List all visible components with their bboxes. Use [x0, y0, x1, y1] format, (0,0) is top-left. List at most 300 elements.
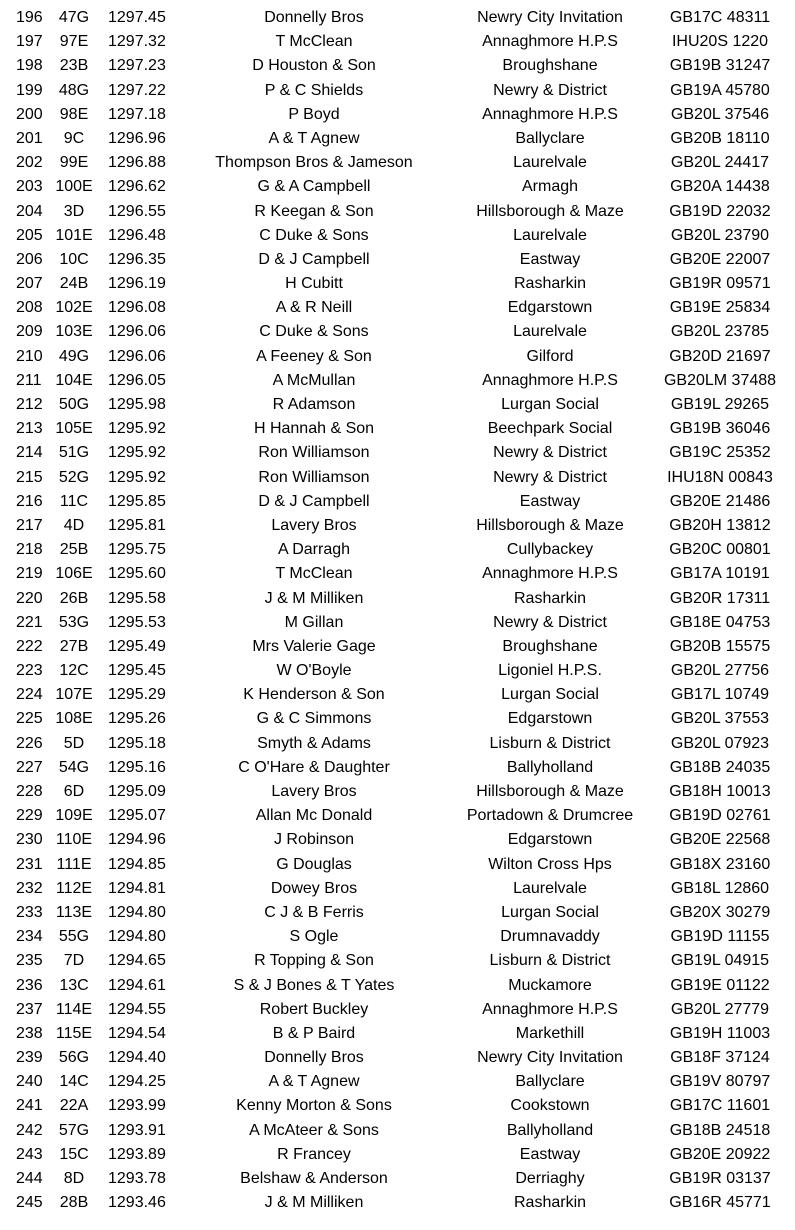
velocity-cell: 1295.75 [108, 541, 166, 559]
club-name-cell: Cullybackey [506, 541, 594, 559]
velocity-cell: 1296.96 [108, 129, 166, 147]
ring-number-cell: GB20A 14438 [670, 178, 770, 196]
section-cell: 99E [59, 154, 89, 172]
club-name-cell: Ballyclare [515, 129, 585, 147]
position-cell: 241 [16, 1097, 43, 1115]
position-cell: 210 [16, 347, 43, 365]
club-name-cell: Annaghmore H.P.S [482, 105, 618, 123]
velocity-cell: 1297.32 [108, 33, 166, 51]
position-cell: 239 [16, 1049, 43, 1067]
velocity-cell: 1295.92 [108, 468, 166, 486]
club-name-cell: Derriaghy [515, 1170, 585, 1187]
position-cell: 220 [16, 589, 43, 607]
table-row [0, 925, 795, 949]
ring-number-cell: GB17L 10749 [670, 686, 770, 704]
section-cell: 11C [59, 492, 89, 510]
club-name-cell: Lurgan Social [501, 396, 599, 413]
section-cell: 52G [58, 468, 90, 486]
fancier-name-cell: H Hannah & Son [253, 420, 375, 438]
position-cell: 200 [16, 105, 43, 123]
table-row [0, 393, 795, 417]
velocity-cell: 1294.55 [108, 1000, 166, 1018]
fancier-name-cell: Dowey Bros [270, 879, 358, 897]
section-cell: 100E [55, 178, 93, 196]
table-row [0, 369, 795, 393]
club-name-cell: Edgarstown [507, 831, 593, 849]
velocity-cell: 1296.88 [108, 154, 166, 172]
section-cell: 57G [58, 1121, 90, 1139]
ring-number-cell: GB20E 22007 [669, 250, 771, 268]
table-row [0, 901, 795, 925]
ring-number-cell: GB19R 09571 [669, 275, 771, 293]
table-row [0, 1119, 795, 1143]
position-cell: 196 [16, 9, 43, 26]
fancier-name-cell: C J & B Ferris [264, 903, 364, 921]
velocity-cell: 1297.22 [108, 81, 166, 99]
velocity-cell: 1294.40 [108, 1049, 166, 1067]
section-cell: 103E [55, 323, 93, 341]
position-cell: 237 [16, 1000, 43, 1018]
position-cell: 233 [16, 903, 43, 921]
fancier-name-cell: J & M Milliken [264, 1194, 364, 1212]
ring-number-cell: GB20L 24417 [670, 154, 770, 172]
velocity-cell: 1295.07 [108, 807, 166, 825]
velocity-cell: 1296.05 [108, 371, 166, 389]
section-cell: 107E [55, 686, 93, 704]
ring-number-cell: GB18F 37124 [670, 1049, 770, 1067]
club-name-cell: Broughshane [502, 57, 598, 75]
ring-number-cell: GB20L 07923 [670, 734, 770, 752]
section-cell: 5D [63, 734, 85, 752]
velocity-cell: 1294.81 [108, 879, 166, 897]
position-cell: 214 [16, 444, 43, 462]
velocity-cell: 1294.25 [108, 1073, 166, 1091]
position-cell: 242 [16, 1121, 43, 1139]
velocity-cell: 1296.55 [108, 202, 166, 220]
section-cell: 106E [55, 565, 93, 583]
section-cell: 3D [63, 202, 85, 220]
position-cell: 225 [16, 710, 43, 728]
position-cell: 234 [16, 928, 43, 946]
position-cell: 217 [16, 516, 43, 534]
club-name-cell: Edgarstown [507, 710, 593, 728]
table-row [0, 732, 795, 756]
club-name-cell: Ligoniel H.P.S. [498, 662, 602, 680]
section-cell: 111E [56, 855, 92, 873]
section-cell: 48G [58, 81, 90, 99]
position-cell: 226 [16, 734, 43, 752]
fancier-name-cell: K Henderson & Son [243, 686, 385, 704]
section-cell: 55G [58, 928, 90, 946]
table-row [0, 224, 795, 248]
position-cell: 206 [16, 250, 43, 268]
fancier-name-cell: D & J Campbell [258, 250, 370, 268]
table-row [0, 1022, 795, 1046]
club-name-cell: Wilton Cross Hps [488, 855, 612, 873]
ring-number-cell: GB19E 01122 [670, 976, 770, 994]
ring-number-cell: GB18L 12860 [670, 879, 770, 897]
table-row [0, 780, 795, 804]
velocity-cell: 1296.06 [108, 323, 166, 341]
ring-number-cell: GB19R 03137 [669, 1170, 771, 1187]
table-row [0, 30, 795, 54]
fancier-name-cell: R Keegan & Son [254, 202, 374, 220]
section-cell: 54G [58, 758, 90, 776]
section-cell: 112E [55, 879, 93, 897]
ring-number-cell: GB20L 27756 [670, 662, 770, 680]
section-cell: 24B [59, 275, 89, 293]
position-cell: 231 [16, 855, 43, 873]
fancier-name-cell: W O'Boyle [276, 662, 352, 680]
ring-number-cell: GB19D 22032 [669, 202, 771, 220]
velocity-cell: 1294.65 [108, 952, 166, 970]
ring-number-cell: GB17C 48311 [669, 9, 771, 26]
club-name-cell: Rasharkin [513, 589, 587, 607]
table-row [0, 1094, 795, 1118]
position-cell: 243 [16, 1145, 43, 1163]
section-cell: 101E [55, 226, 93, 244]
table-row [0, 320, 795, 344]
position-cell: 219 [16, 565, 43, 583]
table-row [0, 707, 795, 731]
table-row [0, 441, 795, 465]
position-cell: 245 [16, 1194, 43, 1212]
club-name-cell: Gilford [526, 347, 574, 365]
club-name-cell: Edgarstown [507, 299, 593, 317]
table-row [0, 635, 795, 659]
section-cell: 97E [59, 33, 89, 51]
ring-number-cell: GB16R 45771 [669, 1194, 771, 1212]
velocity-cell: 1295.92 [108, 444, 166, 462]
club-name-cell: Newry City Invitation [477, 1049, 623, 1067]
section-cell: 98E [59, 105, 89, 123]
table-row [0, 103, 795, 127]
ring-number-cell: IHU20S 1220 [671, 33, 769, 51]
fancier-name-cell: G & A Campbell [257, 178, 371, 196]
fancier-name-cell: J & M Milliken [264, 589, 364, 607]
fancier-name-cell: M Gillan [284, 613, 344, 631]
velocity-cell: 1295.29 [108, 686, 166, 704]
section-cell: 56G [58, 1049, 90, 1067]
position-cell: 209 [16, 323, 43, 341]
section-cell: 4D [63, 516, 85, 534]
position-cell: 227 [16, 758, 43, 776]
velocity-cell: 1295.92 [108, 420, 166, 438]
fancier-name-cell: C O'Hare & Daughter [238, 758, 390, 776]
club-name-cell: Lisburn & District [489, 734, 611, 752]
section-cell: 9C [63, 129, 85, 147]
club-name-cell: Rasharkin [513, 275, 587, 293]
ring-number-cell: GB20B 18110 [670, 129, 770, 147]
ring-number-cell: GB20X 30279 [669, 903, 771, 921]
table-row [0, 514, 795, 538]
velocity-cell: 1294.61 [108, 976, 166, 994]
position-cell: 205 [16, 226, 43, 244]
club-name-cell: Lurgan Social [501, 903, 599, 921]
fancier-name-cell: R Topping & Son [254, 952, 374, 970]
position-cell: 218 [16, 541, 43, 559]
position-cell: 229 [16, 807, 43, 825]
table-row [0, 345, 795, 369]
ring-number-cell: GB20R 17311 [669, 589, 771, 607]
fancier-name-cell: A & T Agnew [268, 1073, 360, 1091]
position-cell: 208 [16, 299, 43, 317]
table-row [0, 79, 795, 103]
club-name-cell: Laurelvale [513, 226, 587, 244]
ring-number-cell: GB20B 15575 [669, 637, 771, 655]
table-row [0, 6, 795, 30]
club-name-cell: Newry & District [493, 613, 607, 631]
club-name-cell: Armagh [521, 178, 579, 196]
velocity-cell: 1296.08 [108, 299, 166, 317]
table-row [0, 804, 795, 828]
section-cell: 26B [59, 589, 89, 607]
fancier-name-cell: C Duke & Sons [259, 226, 369, 244]
velocity-cell: 1297.23 [108, 57, 166, 75]
section-cell: 10C [59, 250, 89, 268]
ring-number-cell: GB19H 11003 [669, 1024, 771, 1042]
section-cell: 25B [59, 541, 89, 559]
club-name-cell: Muckamore [508, 976, 592, 994]
fancier-name-cell: S Ogle [289, 928, 339, 946]
section-cell: 47G [58, 9, 90, 26]
fancier-name-cell: Donnelly Bros [264, 9, 364, 26]
club-name-cell: Annaghmore H.P.S [482, 1000, 618, 1018]
ring-number-cell: GB19L 29265 [670, 396, 770, 413]
velocity-cell: 1295.18 [108, 734, 166, 752]
ring-number-cell: GB20E 20922 [669, 1145, 771, 1163]
fancier-name-cell: A Darragh [277, 541, 351, 559]
velocity-cell: 1295.60 [108, 565, 166, 583]
fancier-name-cell: Thompson Bros & Jameson [215, 154, 413, 172]
fancier-name-cell: G & C Simmons [256, 710, 372, 728]
position-cell: 211 [16, 371, 42, 389]
section-cell: 13C [59, 976, 89, 994]
club-name-cell: Beechpark Social [487, 420, 613, 438]
ring-number-cell: GB20L 37553 [670, 710, 770, 728]
velocity-cell: 1294.85 [108, 855, 166, 873]
section-cell: 113E [55, 903, 93, 921]
fancier-name-cell: R Francey [277, 1145, 351, 1163]
section-cell: 109E [55, 807, 93, 825]
velocity-cell: 1295.49 [108, 637, 166, 655]
table-row [0, 562, 795, 586]
ring-number-cell: GB18B 24035 [669, 758, 771, 776]
table-row [0, 538, 795, 562]
section-cell: 53G [58, 613, 90, 631]
ring-number-cell: GB19A 45780 [670, 81, 770, 99]
velocity-cell: 1293.78 [108, 1170, 166, 1187]
velocity-cell: 1296.35 [108, 250, 166, 268]
velocity-cell: 1297.18 [108, 105, 166, 123]
fancier-name-cell: Lavery Bros [271, 516, 357, 534]
velocity-cell: 1296.48 [108, 226, 166, 244]
position-cell: 236 [16, 976, 43, 994]
club-name-cell: Rasharkin [513, 1194, 587, 1212]
position-cell: 222 [16, 637, 43, 655]
club-name-cell: Portadown & Drumcree [466, 807, 634, 825]
ring-number-cell: GB18E 04753 [669, 613, 771, 631]
fancier-name-cell: P Boyd [288, 105, 340, 123]
fancier-name-cell: R Adamson [272, 396, 356, 413]
ring-number-cell: GB19E 25834 [669, 299, 771, 317]
position-cell: 232 [16, 879, 43, 897]
table-row [0, 974, 795, 998]
velocity-cell: 1295.16 [108, 758, 166, 776]
table-row [0, 1191, 795, 1215]
club-name-cell: Annaghmore H.P.S [482, 565, 618, 583]
position-cell: 198 [16, 57, 43, 75]
fancier-name-cell: Smyth & Adams [257, 734, 371, 752]
club-name-cell: Ballyholland [506, 758, 594, 776]
section-cell: 49G [58, 347, 90, 365]
velocity-cell: 1295.81 [108, 516, 166, 534]
fancier-name-cell: T McClean [275, 565, 353, 583]
table-row [0, 200, 795, 224]
fancier-name-cell: D Houston & Son [252, 57, 376, 75]
club-name-cell: Annaghmore H.P.S [482, 371, 618, 389]
club-name-cell: Newry & District [493, 468, 607, 486]
table-row [0, 1046, 795, 1070]
table-row [0, 296, 795, 320]
table-row [0, 756, 795, 780]
section-cell: 12C [59, 662, 89, 680]
table-row [0, 272, 795, 296]
section-cell: 51G [58, 444, 90, 462]
ring-number-cell: GB20D 21697 [669, 347, 771, 365]
position-cell: 207 [16, 275, 43, 293]
section-cell: 28B [59, 1194, 89, 1212]
fancier-name-cell: Allan Mc Donald [255, 807, 373, 825]
ring-number-cell: GB20H 13812 [669, 516, 771, 534]
club-name-cell: Laurelvale [513, 154, 587, 172]
position-cell: 221 [16, 613, 43, 631]
table-row [0, 998, 795, 1022]
table-row [0, 659, 795, 683]
fancier-name-cell: J Robinson [273, 831, 355, 849]
section-cell: 15C [59, 1145, 89, 1163]
section-cell: 108E [55, 710, 93, 728]
position-cell: 202 [16, 154, 43, 172]
fancier-name-cell: A McAteer & Sons [249, 1121, 379, 1139]
ring-number-cell: GB20LM 37488 [663, 371, 777, 389]
fancier-name-cell: A & R Neill [275, 299, 353, 317]
ring-number-cell: GB19D 11155 [670, 928, 770, 946]
fancier-name-cell: D & J Campbell [258, 492, 370, 510]
table-row [0, 417, 795, 441]
velocity-cell: 1296.06 [108, 347, 166, 365]
position-cell: 224 [16, 686, 43, 704]
club-name-cell: Broughshane [502, 637, 598, 655]
velocity-cell: 1297.45 [108, 9, 166, 26]
club-name-cell: Newry & District [493, 81, 607, 99]
position-cell: 199 [16, 81, 43, 99]
position-cell: 216 [16, 492, 43, 510]
velocity-cell: 1294.80 [108, 928, 166, 946]
velocity-cell: 1296.62 [108, 178, 166, 196]
ring-number-cell: GB20L 27779 [670, 1000, 770, 1018]
fancier-name-cell: H Cubitt [285, 275, 343, 293]
section-cell: 14C [59, 1073, 89, 1091]
ring-number-cell: GB20E 21486 [669, 492, 771, 510]
position-cell: 201 [16, 129, 43, 147]
section-cell: 7D [63, 952, 85, 970]
velocity-cell: 1294.80 [108, 903, 166, 921]
fancier-name-cell: Ron Williamson [258, 468, 370, 486]
position-cell: 203 [16, 178, 43, 196]
ring-number-cell: GB20C 00801 [669, 541, 771, 559]
ring-number-cell: GB18X 23160 [669, 855, 771, 873]
club-name-cell: Newry & District [493, 444, 607, 462]
ring-number-cell: GB20E 22568 [669, 831, 771, 849]
velocity-cell: 1293.89 [108, 1145, 166, 1163]
position-cell: 235 [16, 952, 43, 970]
ring-number-cell: IHU18N 00843 [667, 468, 773, 486]
table-row [0, 1143, 795, 1167]
club-name-cell: Markethill [515, 1024, 585, 1042]
position-cell: 230 [16, 831, 43, 849]
velocity-cell: 1295.98 [108, 396, 166, 413]
table-row [0, 877, 795, 901]
club-name-cell: Hillsborough & Maze [476, 516, 624, 534]
fancier-name-cell: A & T Agnew [268, 129, 360, 147]
table-row [0, 248, 795, 272]
table-row [0, 490, 795, 514]
fancier-name-cell: Belshaw & Anderson [240, 1170, 388, 1187]
velocity-cell: 1296.19 [108, 275, 166, 293]
position-cell: 238 [16, 1024, 43, 1042]
velocity-cell: 1295.85 [108, 492, 166, 510]
table-row [0, 611, 795, 635]
fancier-name-cell: Robert Buckley [259, 1000, 369, 1018]
ring-number-cell: GB19L 04915 [670, 952, 770, 970]
section-cell: 8D [63, 1170, 85, 1187]
velocity-cell: 1293.99 [108, 1097, 166, 1115]
fancier-name-cell: S & J Bones & T Yates [233, 976, 395, 994]
club-name-cell: Newry City Invitation [477, 9, 623, 26]
position-cell: 240 [16, 1073, 43, 1091]
club-name-cell: Eastway [519, 250, 581, 268]
position-cell: 244 [16, 1170, 43, 1187]
velocity-cell: 1293.46 [108, 1194, 166, 1212]
velocity-cell: 1294.54 [108, 1024, 166, 1042]
table-row [0, 683, 795, 707]
table-row [0, 853, 795, 877]
position-cell: 197 [16, 33, 43, 51]
section-cell: 114E [55, 1000, 93, 1018]
position-cell: 204 [16, 202, 43, 220]
table-row [0, 1167, 795, 1191]
ring-number-cell: GB20L 23790 [670, 226, 770, 244]
fancier-name-cell: Kenny Morton & Sons [236, 1097, 392, 1115]
section-cell: 105E [55, 420, 93, 438]
table-row [0, 54, 795, 78]
ring-number-cell: GB17C 11601 [669, 1097, 771, 1115]
table-row [0, 127, 795, 151]
club-name-cell: Lurgan Social [501, 686, 599, 704]
position-cell: 213 [16, 420, 43, 438]
ring-number-cell: GB19D 02761 [669, 807, 771, 825]
club-name-cell: Annaghmore H.P.S [482, 33, 618, 51]
fancier-name-cell: Mrs Valerie Gage [252, 637, 376, 655]
club-name-cell: Laurelvale [513, 323, 587, 341]
position-cell: 215 [16, 468, 43, 486]
section-cell: 115E [55, 1024, 93, 1042]
velocity-cell: 1295.53 [108, 613, 166, 631]
fancier-name-cell: A McMullan [272, 371, 356, 389]
fancier-name-cell: C Duke & Sons [259, 323, 369, 341]
ring-number-cell: GB18H 10013 [669, 783, 771, 800]
